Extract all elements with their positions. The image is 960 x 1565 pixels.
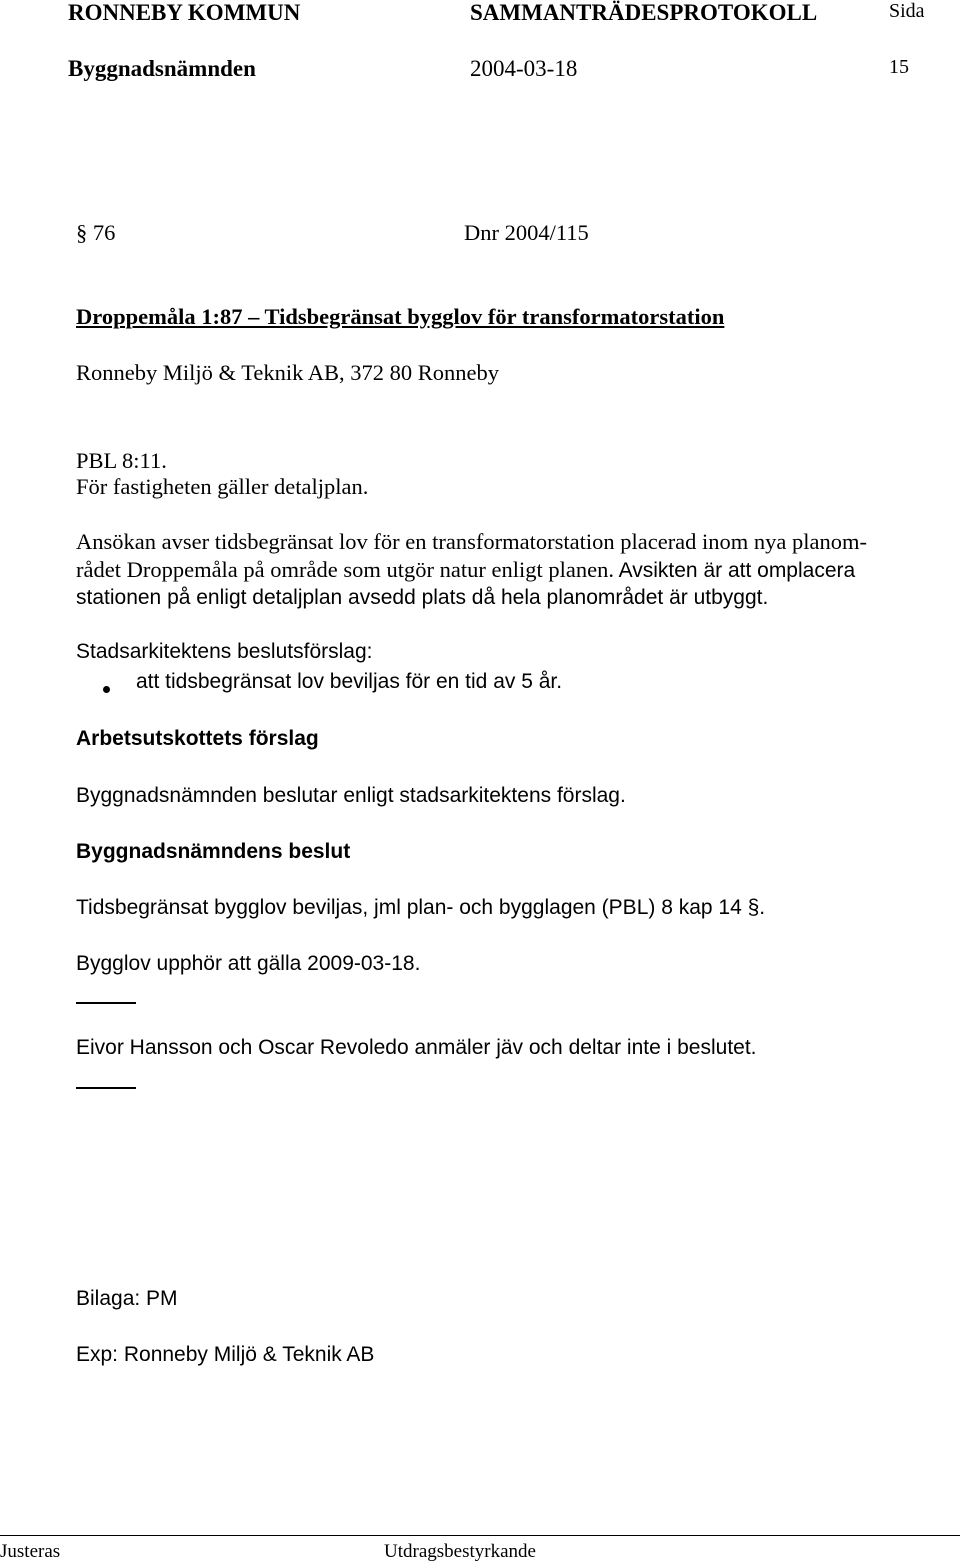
application-line-2-sans: Avsikten är att omplacera [613,559,856,582]
application-line-2-serif: rådet Droppemåla på område som utgör natur enligt planen. [76,557,614,582]
footer-utdragsbestyrkande: Utdragsbestyrkande [384,1541,536,1562]
decision-heading: Byggnadsnämndens beslut [76,840,351,863]
municipality-name: RONNEBY KOMMUN [68,0,301,25]
committee-proposal-heading: Arbetsutskottets förslag [76,727,319,750]
recusal-text: Eivor Hansson och Oscar Revoledo anmäler jäv och deltar inte i beslutet. [76,1036,757,1059]
pbl-reference: PBL 8:11. [76,448,167,473]
committee-name: Byggnadsnämnden [68,56,256,81]
separator-line [76,1002,136,1004]
meeting-date: 2004-03-18 [470,56,578,81]
expiry-text: Bygglov upphör att gälla 2009-03-18. [76,952,421,975]
committee-proposal-text: Byggnadsnämnden beslutar enligt stadsarkitektens förslag. [76,784,626,807]
applicant: Ronneby Miljö & Teknik AB, 372 80 Ronneby [76,360,500,385]
architect-proposal-bullet: att tidsbegränsat lov beviljas för en tid av 5 år. [136,670,563,693]
decision-text: Tidsbegränsat bygglov beviljas, jml plan- och bygglagen (PBL) 8 kap 14 §. [76,896,766,919]
case-title: Droppemåla 1:87 – Tidsbegränsat bygglov för transformatorstation [76,304,725,329]
protocol-title: SAMMANTRÄDESPROTOKOLL [470,0,818,25]
application-line-1: Ansökan avser tidsbegränsat lov för en transformatorstation placerad inom nya planom- [76,529,868,554]
page-label: Sida [889,0,925,22]
page-number: 15 [889,56,909,78]
plan-note: För fastigheten gäller detaljplan. [76,474,369,499]
application-line-3: stationen på enligt detaljplan avsedd plats då hela planområdet är utbyggt. [76,586,769,609]
footer-rule [0,1535,960,1536]
expedition-text: Exp: Ronneby Miljö & Teknik AB [76,1343,375,1366]
attachment-text: Bilaga: PM [76,1287,178,1310]
application-line-2 [76,557,855,583]
bullet-dot-icon [103,680,110,698]
case-dnr: Dnr 2004/115 [464,220,589,245]
paragraph-number: § 76 [76,220,116,245]
architect-proposal-heading: Stadsarkitektens beslutsförslag: [76,640,373,663]
separator-line [76,1087,136,1089]
footer-justeras: Justeras [0,1541,61,1562]
